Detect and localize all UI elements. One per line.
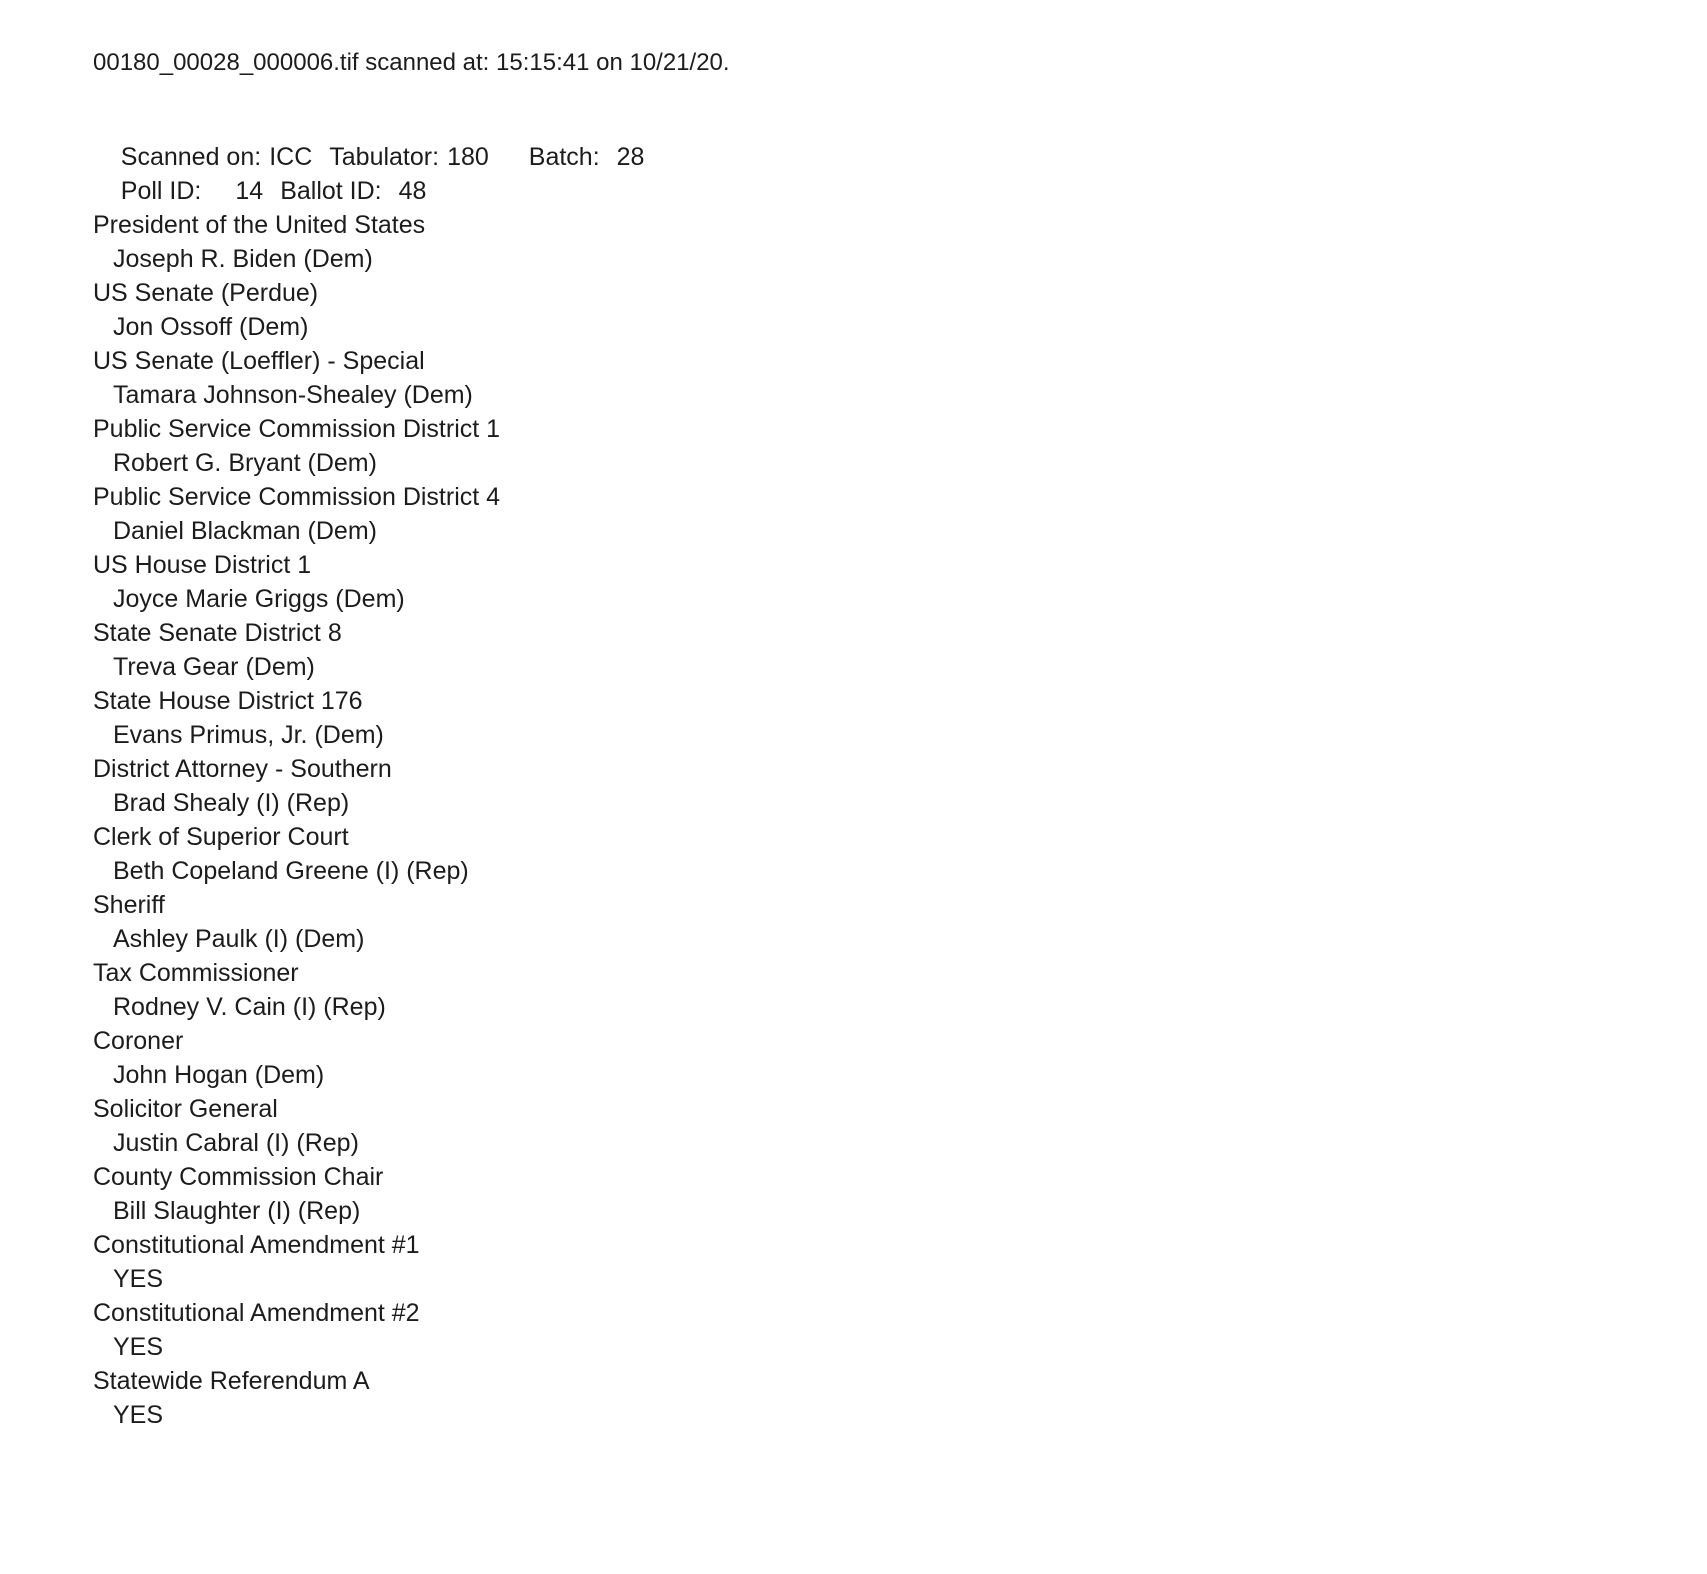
contest-choice: YES <box>113 1265 164 1293</box>
contest-title: Constitutional Amendment #1 <box>93 1231 420 1259</box>
contest-title: County Commission Chair <box>93 1163 384 1191</box>
contest-choice: John Hogan (Dem) <box>113 1061 325 1089</box>
contest-title: US Senate (Loeffler) - Special <box>93 347 425 375</box>
contest-title: Public Service Commission District 4 <box>93 483 501 511</box>
poll-id-label: Poll ID: <box>120 177 202 205</box>
contest-title: US House District 1 <box>93 551 312 579</box>
contest-choice: Jon Ossoff (Dem) <box>113 313 309 341</box>
contest-title: State House District 176 <box>93 687 363 715</box>
contest-title: State Senate District 8 <box>93 619 342 647</box>
tabulator-value: 180 <box>447 143 489 171</box>
contest-choice: Joyce Marie Griggs (Dem) <box>113 585 405 613</box>
contest-title: Coroner <box>93 1027 184 1055</box>
contest-title: Tax Commissioner <box>93 959 299 987</box>
contest-choice: Joseph R. Biden (Dem) <box>113 245 373 273</box>
contest-choice: Justin Cabral (I) (Rep) <box>113 1129 359 1157</box>
contest-choice: Beth Copeland Greene (I) (Rep) <box>113 857 469 885</box>
tabulator-label: Tabulator: <box>329 143 440 171</box>
contest-list <box>93 208 1667 1432</box>
batch-label: Batch: <box>528 143 600 171</box>
scanned-on-label: Scanned on: <box>120 143 262 171</box>
contest-choice: Rodney V. Cain (I) (Rep) <box>113 993 386 1021</box>
ballot-id-label: Ballot ID: <box>280 177 382 205</box>
scan-info-line <box>93 106 1667 171</box>
contest-title: Public Service Commission District 1 <box>93 415 501 443</box>
contest-choice: Evans Primus, Jr. (Dem) <box>113 721 384 749</box>
contest-title: Sheriff <box>93 891 165 919</box>
contest-title: US Senate (Perdue) <box>93 279 319 307</box>
contest-choice: Bill Slaughter (I) (Rep) <box>113 1197 361 1225</box>
contest-choice: Robert G. Bryant (Dem) <box>113 449 377 477</box>
contest-choice: Ashley Paulk (I) (Dem) <box>113 925 365 953</box>
contest-choice: Treva Gear (Dem) <box>113 653 315 681</box>
contest-choice: Daniel Blackman (Dem) <box>113 517 377 545</box>
contest-choice: Tamara Johnson-Shealey (Dem) <box>113 381 473 409</box>
contest-title: President of the United States <box>93 211 426 239</box>
contest-choice: YES <box>113 1333 164 1361</box>
ballot-id-value: 48 <box>398 177 427 205</box>
spacer <box>93 80 1667 106</box>
contest-title: Solicitor General <box>93 1095 278 1123</box>
contest-title: Constitutional Amendment #2 <box>93 1299 420 1327</box>
scanned-on-value: ICC <box>269 143 313 171</box>
contest-choice: YES <box>113 1401 164 1429</box>
contest-title: Clerk of Superior Court <box>93 823 349 851</box>
contest-title: Statewide Referendum A <box>93 1367 370 1395</box>
contest-title: District Attorney - Southern <box>93 755 392 783</box>
filename-line: 00180_00028_000006.tif scanned at: 15:15:41 on 10/21/20. <box>93 49 730 76</box>
contest-choice: Brad Shealy (I) (Rep) <box>113 789 350 817</box>
poll-id-value: 14 <box>235 177 264 205</box>
batch-value: 28 <box>616 143 645 171</box>
